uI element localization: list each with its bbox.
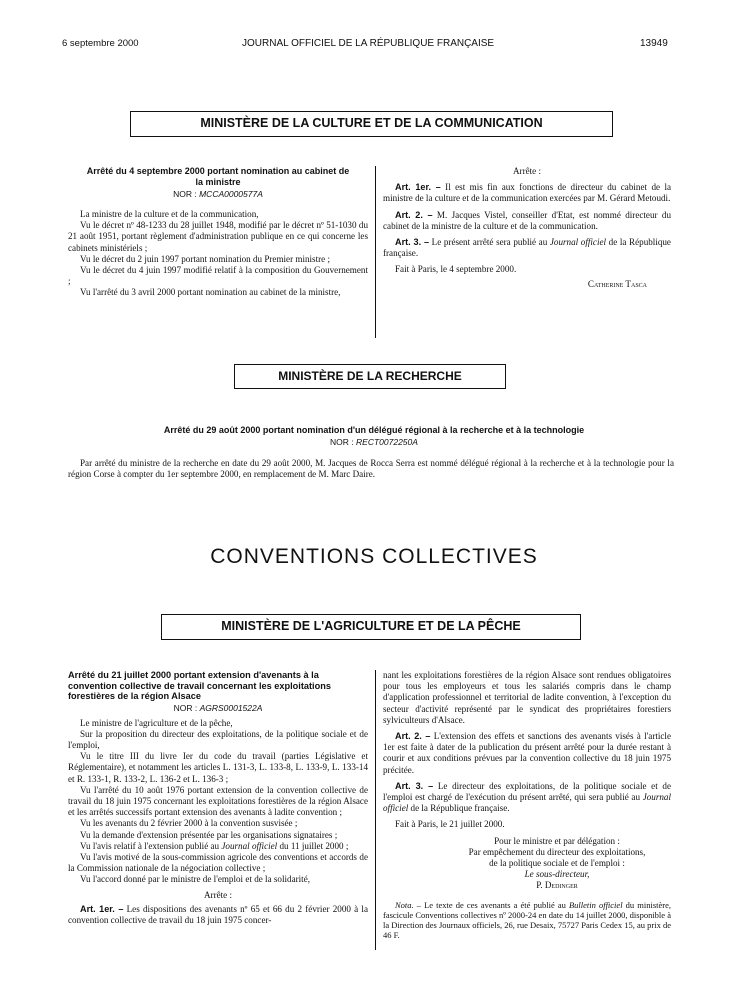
nor-code: AGRS0001522A [199, 702, 263, 713]
para: Vu l'accord donné par le ministre de l'emploi et de la solidarité, [80, 874, 310, 885]
article-3: Art. 3. – Le présent arrêté sera publié au Journal officiel de la République française. [383, 237, 671, 259]
signature-block [443, 836, 671, 892]
section-heading: CONVENTIONS COLLECTIVES [210, 545, 538, 568]
para: Vu les avenants du 2 février 2000 à la convention susvisée ; [80, 818, 298, 829]
decree-title: Arrêté du 29 août 2000 portant nomination d'un délégué régional à la recherche et à la technologie [163, 425, 585, 435]
nor-code: MCCA0000577A [199, 189, 263, 199]
signature: Catherine Tasca [587, 278, 647, 289]
article-1: Art. 1er. – Il est mis fin aux fonctions de directeur du cabinet de la ministre de la culture et de la communication exercées par M. Gérard Metoudi. [383, 182, 672, 204]
arrete: Arrête : [512, 166, 542, 176]
para: Vu l'avis relatif à l'extension publié au Journal officiel du 11 juillet 2000 ; [80, 840, 349, 851]
decree-body [68, 718, 368, 927]
article-2: Art. 2. – M. Jacques Vistel, conseiller d'Etat, est nommé directeur du cabinet de la ministre de la culture et de la communication. [383, 209, 671, 231]
decree-culture-left [68, 166, 368, 299]
para: Vu l'avis motivé de la sous-commission agricole des conventions et accords de la Commission nationale de la négociation collective ; [68, 851, 368, 874]
decree-agriculture-right [383, 670, 671, 940]
para: Vu l'arrêté du 10 août 1976 portant extension de la convention collective de travail du 18 juin 1975 concernant les exploitations forestières de la région Alsace et les arrêtés successifs portant extension des avenants à ladite convention ; [68, 784, 368, 818]
para: Sur la proposition du directeur des exploitations, de la politique sociale et de l'emploi, [68, 728, 368, 750]
ministry-box-recherche [234, 364, 506, 389]
para: Vu la demande d'extension présentée par les organisations signataires ; [80, 829, 338, 840]
decree-body: Par arrêté du ministre de la recherche en date du 29 août 2000, M. Jacques de Rocca Serra est nommé délégué régional à la recherche et à la technologie pour la région Corse à compter du 1er septembre 2000, en remplacement de M. Marc Daire. [68, 458, 674, 480]
header-page-number: 13949 [640, 38, 668, 49]
decree-title: Arrêté du 21 juillet 2000 portant extension d'avenants à la convention collective de travail concernant les exploitations forestières de la région Alsace [68, 670, 331, 701]
ministry-title: MINISTÈRE DE LA RECHERCHE [278, 369, 462, 383]
para: Vu l'arrêté du 3 avril 2000 portant nomination au cabinet de la ministre, [80, 287, 341, 298]
para: Le ministre de l'agriculture et de la pêche, [80, 717, 233, 728]
decree-title: Arrêté du 4 septembre 2000 portant nomination au cabinet de la ministre [86, 166, 350, 187]
header-title: JOURNAL OFFICIEL DE LA RÉPUBLIQUE FRANÇAISE [242, 38, 495, 49]
done-at: Fait à Paris, le 21 juillet 2000. [395, 819, 505, 830]
para: Vu le décret du 4 juin 1997 modifié relatif à la composition du Gouvernement ; [68, 265, 368, 287]
nota: Nota. – Le texte de ces avenants a été publié au Bulletin officiel du ministère, fascicule Conventions collectives nº 2000-24 en date du 14 juillet 2000, disponible à la Direction des Journaux officiels, 26, rue Desaix, 75727 Paris Cedex 15, au prix de 46 F. [383, 899, 671, 940]
nor-line: NOR : RECT0072250A [330, 437, 418, 447]
nor-line: NOR : AGRS0001522A [173, 702, 263, 713]
article-3: Art. 3. – Le directeur des exploitations, de la politique sociale et de l'emploi est chargé de l'exécution du présent arrêté, qui sera publié au Journal officiel de la République française. [383, 780, 671, 814]
ministry-box-culture [130, 111, 613, 137]
sign-line: de la politique sociale et de l'emploi : [489, 858, 625, 869]
ministry-box-agriculture [161, 614, 581, 640]
sign-line: Le sous-directeur, [524, 869, 590, 880]
para: Vu le décret nº 48-1233 du 28 juillet 1948, modifié par le décret nº 51-1030 du 21 août 1951, portant règlement d'administration publique en ce qui concerne les cabinets ministériels ; [68, 220, 368, 253]
sign-line: Par empêchement du directeur des exploitations, [468, 846, 646, 857]
decree-agriculture-left [68, 670, 368, 926]
ministry-title: MINISTÈRE DE L'AGRICULTURE ET DE LA PÊCHE [221, 619, 521, 633]
arrete: Arrête : [203, 889, 233, 900]
decree-body [68, 209, 368, 299]
sign-line: Pour le ministre et par délégation : [494, 835, 620, 846]
article-1-continued: nant les exploitations forestières de la région Alsace sont rendues obligatoires pour tous les employeurs et tous les salariés compris dans le champ d'application professionnel et territorial de ladite convention, à l'exception du secteur d'activité représenté par le syndicat des propriétaires forestiers sylviculteurs d'Alsace. [383, 670, 671, 725]
signature: P. Dedinger [536, 880, 578, 891]
article-1: Art. 1er. – Les dispositions des avenants nº 65 et 66 du 2 février 2000 à la convention collective de travail du 18 juin 1975 concer- [68, 903, 368, 925]
column-divider [375, 670, 376, 950]
done-at: Fait à Paris, le 4 septembre 2000. [395, 264, 517, 275]
decree-culture-right [383, 166, 671, 290]
ministry-title: MINISTÈRE DE LA CULTURE ET DE LA COMMUNICATION [200, 116, 543, 130]
column-divider [375, 166, 376, 338]
article-2: Art. 2. – L'extension des effets et sanctions des avenants visés à l'article 1er est faite à dater de la publication du présent arrêté pour la durée restant à courir et aux conditions prévues par la convention collective du 18 juin 1975 précitée. [383, 731, 671, 775]
para: Vu le titre III du livre Ier du code du travail (parties Législative et Réglementaire), et notamment les articles L. 131-3, L. 133-8, L. 133-9, L. 133-14 et R. 133-1, R. 133-2, L. 136-2 et L. 136-3 ; [68, 751, 368, 784]
para: Vu le décret du 2 juin 1997 portant nomination du Premier ministre ; [80, 253, 330, 264]
header-date: 6 septembre 2000 [62, 38, 139, 49]
nor-line: NOR : MCCA0000577A [173, 189, 263, 199]
nor-code: RECT0072250A [356, 437, 418, 447]
para: La ministre de la culture et de la communication, [80, 209, 259, 219]
